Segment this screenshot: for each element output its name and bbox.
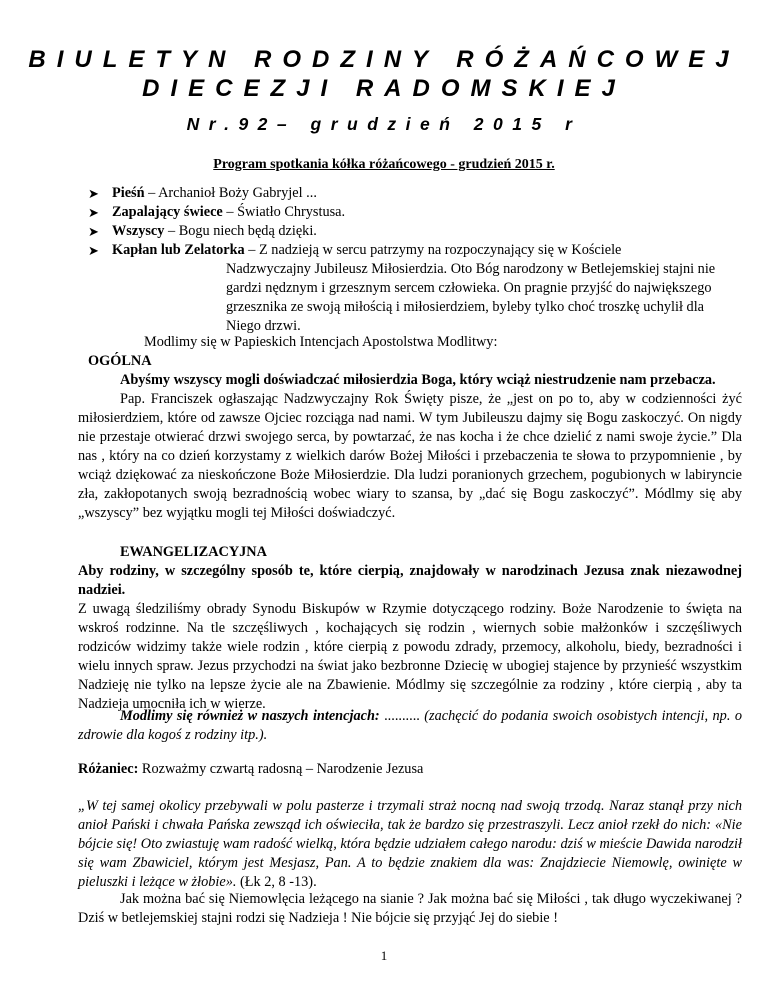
general-intention: Abyśmy wszyscy mogli doświadczać miłosierdzia Boga, który wciąż niestrudzenie nam przebacza. [120,372,716,388]
program-item: ➤ Wszyscy – Bogu niech będą dzięki. [88,223,317,239]
general-body: Pap. Franciszek ogłaszając Nadzwyczajny Rok Święty pisze, że „jest on po to, aby w codzienności żyć miłosierdziem, które od zawsze Ojciec rozciąga nad nami. W tym Jubileuszu dajmy się Bogu zaskoczyć. On nigdy nie przestaje otwierać drzwi swojego serca, by powtarzać, że nas kocha i że chce dzielić z nami swoje życie.” Dla nas , który na co dzień korzystamy z wielkich darów Bożej Miłości i przebaczenia te słowa to przypomnienie , by wciąż dziękować za nieskończone Boże Miłosierdzie. Dla ludzi poranionych grzechem, pogubionych w labiryncie zła, zakłopotanych swoją bezradnością wobec wiary to szansa, by „dać się Bogu zaskoczyć”. Módlmy się aby „wszyscy” bez wyjątku mogli tej Miłości doświadczyć. [78,391,742,521]
general-section [78,352,742,523]
bulletin-title-line2: DIECEZJI RADOMSKIEJ [142,75,626,102]
program-title: Program spotkania kółka różańcowego - grudzień 2015 r. [213,157,555,172]
reflection: Jak można bać się Niemowlęcia leżącego na sianie ? Jak można bać się Miłości , tak długo wyczekiwanej ? Dziś w betlejemskiej stajni rodzi się Nadzieja ! Nie bójcie się przyjąć Jej do siebie ! [78,891,742,926]
arrow-bullet-icon: ➤ [88,243,99,258]
program-item: ➤ Zapalający świece – Światło Chrystusa. [88,204,346,220]
evangelization-intention: Aby rodziny, w szczególny sposób te, które cierpią, znajdowały w narodzinach Jezusa znak niezawodnej nadziei. [78,563,742,598]
arrow-bullet-icon: ➤ [88,186,99,201]
evangelization-section [78,543,742,714]
evangelization-heading: EWANGELIZACYJNA [120,544,267,560]
arrow-bullet-icon: ➤ [88,205,99,220]
intentions-intro: Modlimy się w Papieskich Intencjach Apostolstwa Modlitwy: [144,334,498,350]
program-item-continuation: Nadzwyczajny Jubileusz Miłosierdzia. Oto Bóg narodzony w Betlejemskiej stajni nie gardzi nędznym i grzesznym sercem człowieka. On pragnie przyjść do największego grzesznika ze swoją miłością i miłosierdziem, byleby tylko choć troszkę uchylił dla Niego drzwi. [226,261,716,334]
arrow-bullet-icon: ➤ [88,224,99,239]
program-item: ➤ Pieśń – Archanioł Boży Gabryjel ... [88,185,317,201]
rosary-line: Różaniec: Rozważmy czwartą radosną – Narodzenie Jezusa [78,761,424,777]
evangelization-body: Z uwagą śledziliśmy obrady Synodu Biskupów w Rzymie dotyczącego rodziny. Boże Narodzenie to święta na wskroś rodzinne. Na tle szczęśliwych , kochających się rodzin , wiernych sobie małżonków i szczęśliwych rodziców widzimy także wiele rodzin , które cierpią z powodu zdrady, przemocy, alkoholu, biedy, bezradności i wielu innych spraw. Jezus przychodzi na świat jako bezbronne Dziecię w ubogiej stajence by przynieść wszystkim Nadzieję nie tylko na lepsze życie ale na Zbawienie. Módlmy się szczególnie za rodziny , które cierpią , aby ta Nadzieja umocniła ich w wierze. [78,601,742,712]
program-list [88,184,728,336]
own-intentions: Modlimy się również w naszych intencjach: .......... (zachęcić do podania swoich osobistych intencji, np. o zdrowie dla kogoś z rodziny itp.). [78,708,742,743]
page-number: 1 [380,948,388,963]
gospel-quote: „W tej samej okolicy przebywali w polu pasterze i trzymali straż nocną nad swoją trzodą. Naraz stanął przy nich anioł Pański i chwała Pańska zewsząd ich oświeciła, tak że bardzo się przestraszyli. Lecz anioł rzekł do nich: «Nie bójcie się! Oto zwiastuję wam radość wielką, która będzie udziałem całego narodu: dziś w mieście Dawida narodził się wam Zbawiciel, którym jest Mesjasz, Pan. A to będzie znakiem dla was: Znajdziecie Niemowlę, owinięte w pieluszki i leżące w żłobie». (Łk 2, 8 -13). [78,798,742,890]
general-heading: OGÓLNA [88,353,152,369]
issue-number: Nr.92– grudzień 2015 r [186,114,582,134]
bulletin-title-line1: BIULETYN RODZINY RÓŻAŃCOWEJ [28,46,740,73]
program-item: ➤ Kapłan lub Zelatorka – Z nadzieją w sercu patrzymy na rozpoczynający się w Kościele Nadzwyczajny Jubileusz Miłosierdzia. Oto Bóg narodzony w Betlejemskiej stajni nie gardzi nędznym i grzesznym sercem człowieka. On pragnie przyjść do największego grzesznika ze swoją miłością i miłosierdziem, byleby tylko choć troszkę uchylił dla Niego drzwi. [88,241,728,336]
